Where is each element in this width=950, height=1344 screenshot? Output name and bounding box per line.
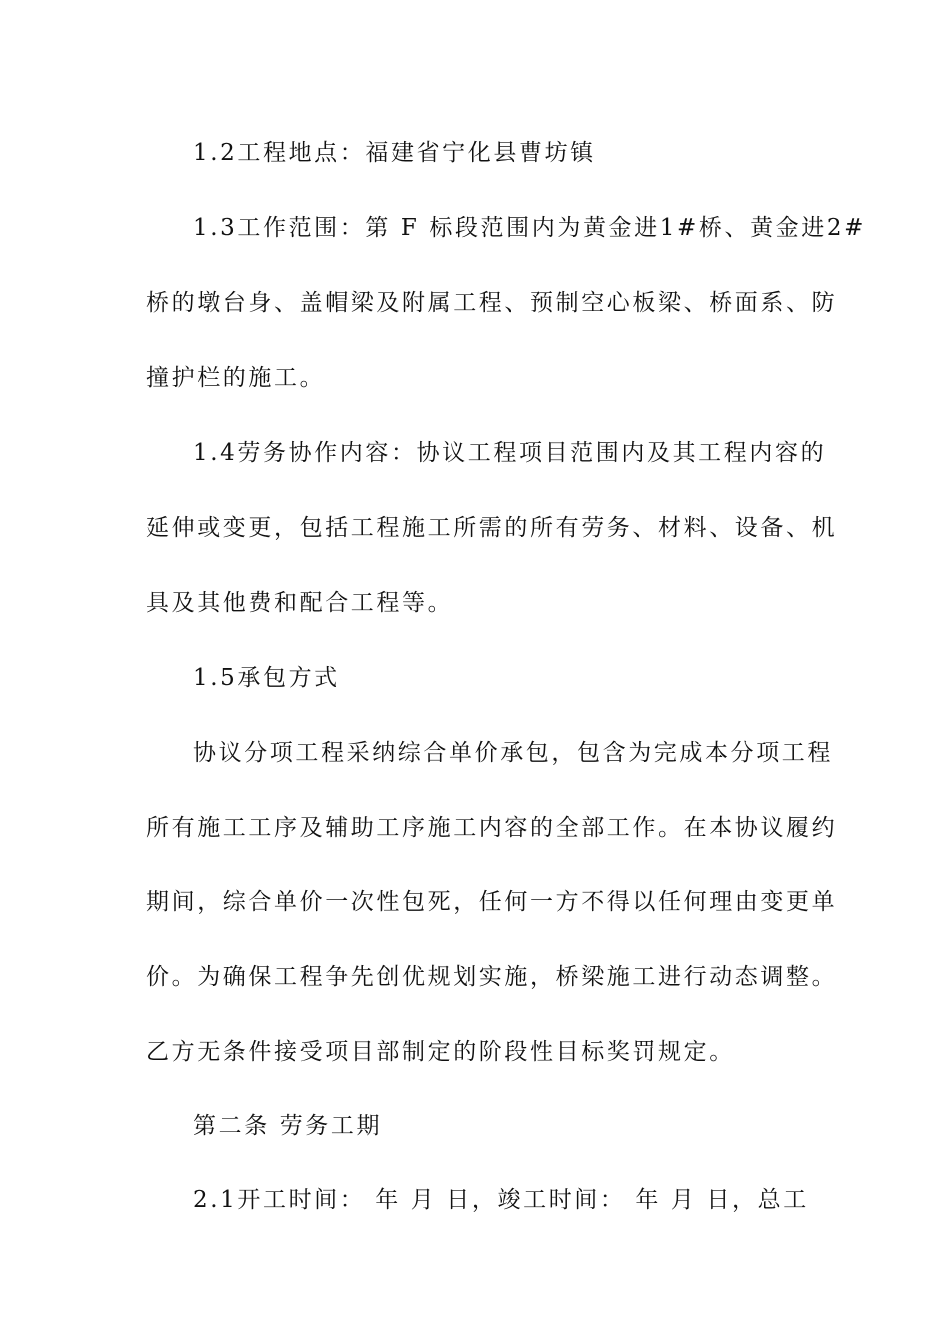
clause-1-4-labor-line-2: 延伸或变更，包括工程施工所需的所有劳务、材料、设备、机 bbox=[146, 515, 838, 541]
contract-method-line-5: 乙方无条件接受项目部制定的阶段性目标奖罚规定。 bbox=[146, 1039, 735, 1065]
clause-1-2-location: 1.2工程地点：福建省宁化县曹坊镇 bbox=[193, 140, 596, 166]
clause-1-4-labor-line-1: 1.4劳务协作内容：协议工程项目范围内及其工程内容的 bbox=[193, 440, 827, 466]
clause-1-3-scope-line-1: 1.3工作范围：第 F 标段范围内为黄金进1#桥、黄金进2# bbox=[193, 215, 866, 241]
clause-1-5-heading: 1.5承包方式 bbox=[193, 665, 340, 691]
article-2-heading: 第二条 劳务工期 bbox=[193, 1113, 383, 1139]
clause-1-4-labor-line-3: 具及其他费和配合工程等。 bbox=[146, 590, 454, 616]
contract-method-line-4: 价。为确保工程争先创优规划实施，桥梁施工进行动态调整。 bbox=[146, 964, 838, 990]
clause-1-3-scope-line-2: 桥的墩台身、盖帽梁及附属工程、预制空心板梁、桥面系、防 bbox=[146, 290, 838, 316]
contract-method-line-3: 期间，综合单价一次性包死，任何一方不得以任何理由变更单 bbox=[146, 889, 838, 915]
contract-method-line-2: 所有施工工序及辅助工序施工内容的全部工作。在本协议履约 bbox=[146, 815, 838, 841]
clause-1-3-scope-line-3: 撞护栏的施工。 bbox=[146, 365, 326, 391]
contract-method-line-1: 协议分项工程采纳综合单价承包，包含为完成本分项工程 bbox=[193, 740, 833, 766]
clause-2-1-schedule: 2.1开工时间： 年 月 日，竣工时间： 年 月 日，总工 bbox=[193, 1187, 809, 1213]
